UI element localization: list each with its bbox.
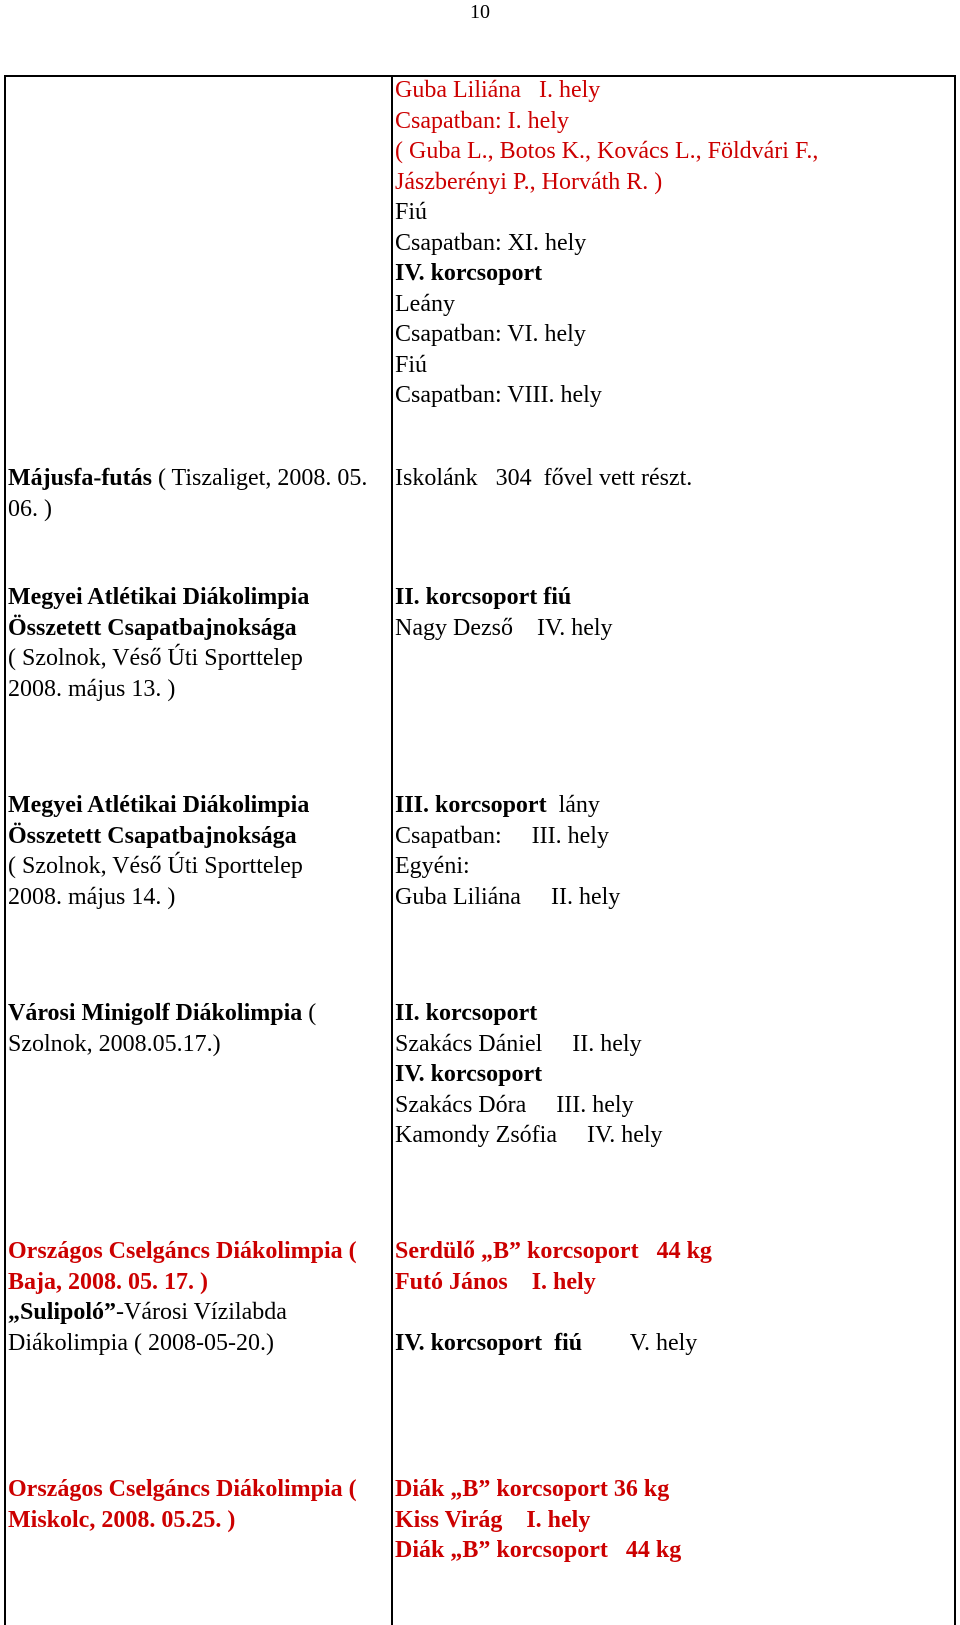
result-line: ( Guba L., Botos K., Kovács L., Földvári F., bbox=[395, 138, 819, 164]
result-line: Kamondy Zsófia IV. hely bbox=[395, 1122, 663, 1148]
category-heading: II. korcsoport bbox=[395, 1000, 538, 1026]
row2-results bbox=[395, 463, 935, 494]
result-line: Csapatban: VIII. hely bbox=[395, 382, 602, 408]
event-title: Megyei Atlétikai Diákolimpia bbox=[8, 584, 310, 610]
row7-results bbox=[395, 1474, 935, 1566]
result-line: Iskolánk 304 fővel vett részt. bbox=[395, 465, 693, 491]
row6-results bbox=[395, 1236, 935, 1358]
row5-event bbox=[8, 998, 368, 1059]
result-line: V. hely bbox=[582, 1329, 698, 1356]
event-title: Májusfa-futás bbox=[8, 465, 152, 491]
row6-event bbox=[8, 1236, 368, 1358]
result-line: Csapatban: III. hely bbox=[395, 822, 609, 849]
event-details: ( Tiszaliget, 2008. 05. 06. ) bbox=[8, 465, 368, 522]
column-divider bbox=[391, 77, 393, 1625]
event-title: Összetett Csapatbajnoksága bbox=[8, 822, 297, 849]
result-line: Fiú bbox=[395, 199, 428, 225]
result-line: Leány bbox=[395, 290, 455, 317]
result-line: Csapatban: I. hely bbox=[395, 107, 569, 134]
event-title: „Sulipoló” bbox=[8, 1299, 117, 1325]
row4-event bbox=[8, 790, 368, 912]
event-title: Országos Cselgáncs Diákolimpia ( Baja, 2008. 05. 17. ) bbox=[8, 1238, 357, 1295]
page-number: 10 bbox=[470, 1, 490, 23]
event-details: ( Szolnok, Véső Úti Sporttelep bbox=[8, 853, 303, 879]
event-title: Országos Cselgáncs Diákolimpia ( Miskolc, 2008. 05.25. ) bbox=[8, 1476, 357, 1533]
row7-event bbox=[8, 1474, 368, 1535]
category-heading: IV. korcsoport fiú bbox=[395, 1329, 583, 1356]
row3-event bbox=[8, 582, 368, 704]
row5-results bbox=[395, 998, 935, 1151]
result-line: Jászberényi P., Horváth R. ) bbox=[395, 168, 663, 195]
result-line: Guba Liliána II. hely bbox=[395, 883, 621, 910]
result-line: Guba Liliána I. hely bbox=[395, 77, 601, 103]
result-line: Kiss Virág I. hely bbox=[395, 1506, 591, 1533]
row1-results bbox=[395, 75, 935, 411]
result-line: Nagy Dezső IV. hely bbox=[395, 614, 613, 641]
result-line: Szakács Dániel II. hely bbox=[395, 1030, 642, 1057]
event-details: 2008. május 14. ) bbox=[8, 883, 176, 910]
result-line: Futó János I. hely bbox=[395, 1268, 596, 1295]
result-line: Szakács Dóra III. hely bbox=[395, 1091, 634, 1118]
event-details: -Városi Vízilabda Diákolimpia ( 2008-05-20.) bbox=[8, 1299, 287, 1356]
result-line: Csapatban: XI. hely bbox=[395, 229, 587, 256]
row4-results bbox=[395, 790, 935, 912]
row3-results bbox=[395, 582, 935, 643]
category-heading: IV. korcsoport bbox=[395, 260, 543, 286]
event-details: 2008. május 13. ) bbox=[8, 675, 176, 702]
event-details: ( Szolnok, 2008.05.17.) bbox=[8, 1000, 317, 1057]
category-heading: IV. korcsoport bbox=[395, 1061, 543, 1087]
result-line: Egyéni: bbox=[395, 853, 470, 879]
category-heading: III. korcsoport bbox=[395, 792, 547, 818]
result-line: Fiú bbox=[395, 351, 428, 378]
event-title: Megyei Atlétikai Diákolimpia bbox=[8, 792, 310, 818]
category-heading: Diák „B” korcsoport 44 kg bbox=[395, 1537, 682, 1563]
category-gender: lány bbox=[546, 792, 600, 818]
row2-event bbox=[8, 463, 368, 524]
category-heading: Serdülő „B” korcsoport 44 kg bbox=[395, 1238, 712, 1264]
category-heading: Diák „B” korcsoport 36 kg bbox=[395, 1476, 670, 1502]
event-details: ( Szolnok, Véső Úti Sporttelep bbox=[8, 645, 303, 671]
event-title: Összetett Csapatbajnoksága bbox=[8, 614, 297, 641]
result-line: Csapatban: VI. hely bbox=[395, 321, 586, 347]
category-heading: II. korcsoport fiú bbox=[395, 584, 572, 610]
event-title: Városi Minigolf Diákolimpia bbox=[8, 1000, 303, 1026]
